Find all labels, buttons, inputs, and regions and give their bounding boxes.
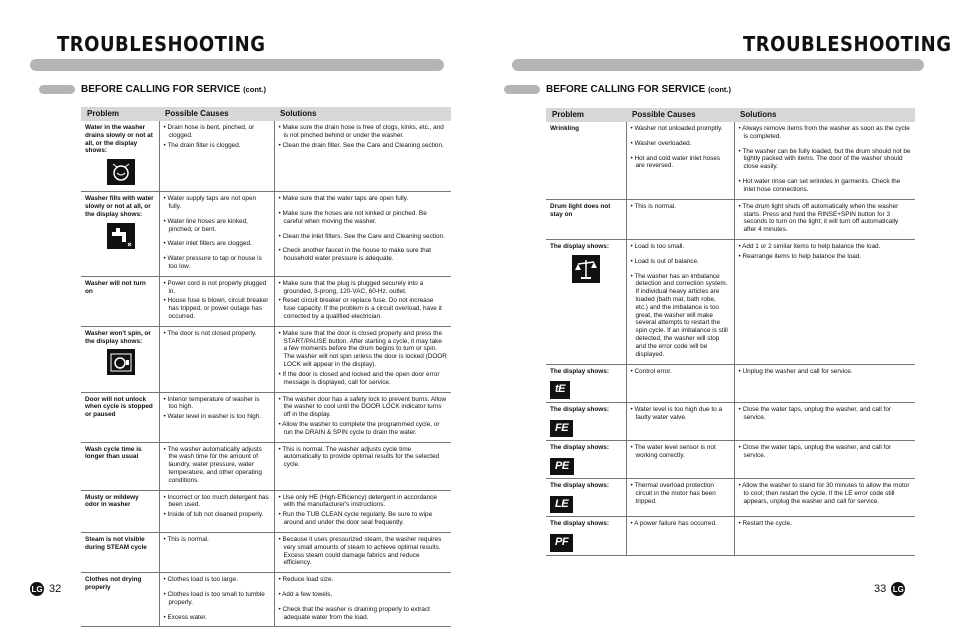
table-row	[81, 192, 451, 277]
cause-item: • Clothes load is too small to tumble properly.	[163, 590, 265, 606]
solutions-cell	[274, 573, 451, 627]
causes-cell	[626, 364, 734, 402]
cause-item: • House fuse is blown, circuit breaker has tripped, or power outage has occurred.	[163, 297, 269, 320]
solution-item: • Because it uses pressurized steam, the washer requires very small amounts of steam to achieve optimal results. Excess steam could damage fabrics and reduce efficiency.	[278, 535, 442, 567]
solutions-cell	[734, 517, 915, 555]
problem-text: The display shows:	[550, 443, 609, 451]
solution-item: • Make sure the drain hose is free of clogs, kinks, etc., and is not pinched behind or under the washer.	[278, 124, 444, 139]
drain-display-icon	[85, 159, 135, 188]
cause-item: • Water inlet filters are clogged.	[163, 240, 252, 248]
causes-cell	[159, 490, 274, 532]
cause-item: • Hot and cold water inlet hoses are reversed.	[630, 154, 721, 170]
problem-cell	[546, 479, 626, 517]
causes-cell	[159, 121, 274, 192]
problem-text: Door will not unlock when cycle is stopped or paused	[85, 395, 153, 419]
solutions-cell	[274, 276, 451, 326]
solutions-cell	[274, 192, 451, 277]
cause-item: • Inside of tub not cleaned properly.	[163, 511, 264, 519]
problem-text: The display shows:	[550, 367, 609, 375]
problem-cell	[546, 517, 626, 555]
solutions-cell	[274, 490, 451, 532]
table-row	[81, 276, 451, 326]
solutions-cell	[734, 440, 915, 478]
section-pill	[39, 85, 75, 94]
page-number	[30, 582, 61, 596]
problem-cell	[546, 402, 626, 440]
table-row	[81, 532, 451, 572]
solution-item: • Allow the washer to stand for 30 minutes to allow the motor to cool; then restart the cycle. If the LE error code still appears, unplug the washer and call for service.	[738, 482, 910, 505]
causes-cell	[159, 192, 274, 277]
page-title: TROUBLESHOOTING	[743, 32, 952, 57]
title-underline-bar	[512, 59, 924, 71]
solutions-cell	[274, 326, 451, 392]
problem-text: Steam is not visible during STEAM cycle	[85, 535, 147, 551]
cause-item: • Incorrect or too much detergent has been used.	[163, 493, 269, 509]
causes-cell	[626, 122, 734, 199]
solution-item: • Make sure the hoses are not kinked or pinched. Be careful when moving the washer.	[278, 209, 427, 225]
solution-item: • Make sure that the water taps are open fully.	[278, 195, 409, 203]
causes-cell	[159, 276, 274, 326]
table-row	[81, 442, 451, 490]
solution-item: • The drum light shuts off automatically when the washer starts. Press and hold the RINSE+SPIN button for 3 seconds to turn on the light; it will turn off automatically after 4 minutes.	[738, 202, 899, 234]
solutions-cell	[274, 532, 451, 572]
cause-item: • The washer automatically adjusts the wash time for the amount of laundry, water pressure, water temperature, and other operating conditions.	[163, 445, 262, 484]
problem-text: Water in the washer drains slowly or not at all, or the display shows:	[85, 124, 153, 155]
solution-item: • If the door is closed and locked and the open door error message is displayed, call for service.	[278, 370, 440, 386]
problem-cell	[546, 122, 626, 199]
causes-cell	[159, 532, 274, 572]
problem-cell	[81, 392, 159, 442]
header-solutions: Solutions	[734, 108, 915, 122]
cause-item: • Control error.	[630, 367, 672, 375]
solutions-cell	[734, 402, 915, 440]
table-row	[546, 479, 915, 517]
solution-item: • The washer can be fully loaded, but the drum should not be tightly packed with items. The door of the washer should close easily.	[738, 147, 911, 171]
causes-cell	[159, 392, 274, 442]
left-page	[0, 0, 477, 625]
cause-item: • Washer not unloaded promptly.	[630, 125, 723, 132]
page-number-text: 33	[874, 583, 887, 595]
page-title: TROUBLESHOOTING	[57, 32, 266, 57]
solution-item: • Check another faucet in the house to make sure that household water pressure is adequate.	[278, 247, 432, 263]
table-row	[546, 122, 915, 199]
cause-item: • Water supply taps are not open fully.	[163, 195, 257, 210]
causes-cell	[626, 239, 734, 364]
troubleshooting-table-right	[546, 108, 915, 556]
causes-cell	[626, 402, 734, 440]
problem-text: The display shows:	[550, 242, 609, 250]
page-number-text: 32	[49, 583, 62, 595]
solution-item: • Add a few towels.	[278, 590, 333, 598]
header-causes: Possible Causes	[626, 108, 734, 122]
solutions-cell	[734, 199, 915, 239]
problem-cell	[81, 326, 159, 392]
error-code-badge: FE	[550, 420, 573, 437]
problem-cell	[546, 440, 626, 478]
solution-item: • Use only HE (High-Efficiency) detergent in accordance with the manufacturer's instructions.	[278, 493, 437, 509]
cause-item: • Load is out of balance.	[630, 257, 699, 265]
cause-item: • The door is not closed properly.	[163, 329, 257, 337]
causes-cell	[159, 326, 274, 392]
solution-item: • Run the TUB CLEAN cycle regularly. Be sure to wipe around and under the door seal frequently.	[278, 511, 433, 527]
solution-item: • Make sure that the door is closed properly and press the START/PAUSE button. After starting a cycle, it may take a few moments before the drum begins to turn or spin. The washer will not spin unless the door is locked (DOOR LOCK will appear in the display).	[278, 329, 447, 369]
problem-cell	[81, 276, 159, 326]
door-display-icon	[85, 349, 135, 378]
cause-item: • Washer overloaded.	[630, 139, 692, 147]
problem-text: The display shows:	[550, 482, 609, 490]
solution-item: • This is normal. The washer adjusts cycle time automatically to provide optimal results for the selected cycle.	[278, 445, 440, 469]
section-cont: (cont.)	[708, 85, 731, 94]
page-number	[874, 582, 905, 596]
problem-text: Wash cycle time is longer than usual	[85, 445, 142, 461]
header-problem: Problem	[546, 108, 626, 122]
table-row	[546, 517, 915, 555]
problem-cell	[546, 364, 626, 402]
solution-item: • Reset circuit breaker or replace fuse. Do not increase fuse capacity. If the problem is a circuit overload, have it corrected by a qualified electrician.	[278, 297, 442, 320]
problem-text: The display shows:	[550, 405, 609, 413]
title-underline-bar	[30, 59, 444, 71]
table-row	[546, 364, 915, 402]
cause-item: • This is normal.	[630, 202, 676, 210]
table-row	[81, 392, 451, 442]
solutions-cell	[734, 364, 915, 402]
unbalance-scale-icon	[550, 255, 600, 286]
cause-item: • Water line hoses are kinked, pinched, or bent.	[163, 217, 248, 233]
problem-text: Wrinkling	[550, 125, 579, 132]
solutions-cell	[734, 122, 915, 199]
problem-text: Drum light does not stay on	[550, 202, 611, 218]
cause-item: • The water level sensor is not working correctly.	[630, 443, 716, 459]
lg-logo-icon: LG	[30, 582, 44, 596]
problem-text: Musty or mildewy odor in washer	[85, 493, 139, 509]
table-row	[546, 239, 915, 364]
solution-item: • Check that the washer is draining properly to extract adequate water from the load.	[278, 605, 430, 621]
table-row	[546, 402, 915, 440]
problem-cell	[81, 490, 159, 532]
problem-text: Clothes not drying properly	[85, 576, 142, 591]
solutions-cell	[274, 392, 451, 442]
solution-item: • Always remove items from the washer as soon as the cycle is completed.	[738, 125, 910, 140]
cause-item: • Thermal overload protection circuit in the motor has been tripped.	[630, 482, 716, 505]
solutions-cell	[734, 479, 915, 517]
solutions-cell	[734, 239, 915, 364]
error-code-badge: PF	[550, 534, 573, 551]
lg-logo-icon: LG	[891, 582, 905, 596]
solution-item: • Close the water taps, unplug the washer, and call for service.	[738, 443, 892, 459]
solution-item: • Clean the inlet filters. See the Care and Cleaning section.	[278, 232, 445, 240]
problem-cell	[81, 573, 159, 627]
cause-item: • Water level is too high due to a faulty water valve.	[630, 405, 723, 421]
solution-item: • Clean the drain filter. See the Care and Cleaning section.	[278, 141, 444, 149]
table-row	[546, 199, 915, 239]
table-row	[81, 573, 451, 627]
problem-cell	[81, 192, 159, 277]
section-cont: (cont.)	[243, 85, 266, 94]
error-code-badge: tE	[550, 381, 570, 398]
cause-item: • Drain hose is bent, pinched, or clogged.	[163, 124, 255, 139]
solution-item: • The washer door has a safety lock to prevent burns. Allow the washer to cool until the DOOR LOCK indicator turns off in the display.	[278, 395, 447, 419]
problem-cell	[546, 239, 626, 364]
section-pill	[504, 85, 540, 94]
table-row	[81, 121, 451, 192]
header-problem: Problem	[81, 107, 159, 121]
causes-cell	[626, 517, 734, 555]
causes-cell	[626, 479, 734, 517]
troubleshooting-table-left	[81, 107, 451, 627]
table-row	[81, 326, 451, 392]
right-page	[477, 0, 954, 625]
solution-item: • Allow the washer to complete the programmed cycle, or run the DRAIN & SPIN cycle to drain the water.	[278, 420, 440, 436]
cause-item: • Excess water.	[163, 613, 207, 621]
solution-item: • Restart the cycle.	[738, 520, 792, 528]
cause-item: • The washer has an imbalance detection and correction system. If individual heavy articles are loaded (bath mat, bath robe, etc.) and the imbalance is too great, the washer will make several attempts to restart the spin cycle. If an imbalance is still detected, the washer will stop and the error code will be displayed.	[630, 272, 728, 358]
problem-text: The display shows:	[550, 520, 609, 528]
header-solutions: Solutions	[274, 107, 451, 121]
cause-item: • Water level in washer is too high.	[163, 413, 262, 421]
cause-item: • A power failure has occurred.	[630, 520, 717, 528]
problem-cell	[81, 442, 159, 490]
causes-cell	[626, 199, 734, 239]
table-row	[81, 490, 451, 532]
cause-item: • Interior temperature of washer is too high.	[163, 395, 260, 411]
causes-cell	[159, 573, 274, 627]
cause-item: • This is normal.	[163, 535, 209, 543]
solution-item: • Unplug the washer and call for service.	[738, 367, 853, 375]
cause-item: • Water pressure to tap or house is too low.	[163, 255, 262, 270]
header-causes: Possible Causes	[159, 107, 274, 121]
problem-cell	[546, 199, 626, 239]
cause-item: • Clothes load is too large.	[163, 576, 238, 584]
section-header	[39, 84, 266, 95]
problem-text: Washer will not turn on	[85, 279, 146, 295]
table-row	[546, 440, 915, 478]
error-code-badge: PE	[550, 458, 574, 475]
solution-item: • Make sure that the plug is plugged securely into a grounded, 3-prong, 120-VAC, 60-Hz. outlet.	[278, 279, 424, 295]
error-code-badge: LE	[550, 496, 573, 513]
cause-item: • Power cord is not properly plugged in.	[163, 279, 267, 295]
causes-cell	[159, 442, 274, 490]
cause-item: • The drain filter is clogged.	[163, 141, 241, 149]
solution-item: • Reduce load size.	[278, 576, 334, 584]
causes-cell	[626, 440, 734, 478]
water-tap-display-icon	[85, 223, 135, 252]
solutions-cell	[274, 442, 451, 490]
cause-item: • Load is too small.	[630, 242, 685, 250]
solution-item: • Rearrange items to help balance the load.	[738, 252, 862, 260]
solution-item: • Hot water rinse can set wrinkles in garments. Check the inlet hose connections.	[738, 178, 901, 193]
section-title: BEFORE CALLING FOR SERVICE	[546, 84, 706, 95]
problem-text: Washer fills with water slowly or not at all, or the display shows:	[85, 195, 154, 218]
problem-cell	[81, 532, 159, 572]
problem-text: Washer won't spin, or the display shows:	[85, 329, 151, 345]
section-header	[504, 84, 731, 95]
solution-item: • Add 1 or 2 similar items to help balance the load.	[738, 242, 881, 250]
problem-cell	[81, 121, 159, 192]
solutions-cell	[274, 121, 451, 192]
solution-item: • Close the water taps, unplug the washer, and call for service.	[738, 405, 892, 421]
section-title: BEFORE CALLING FOR SERVICE	[81, 84, 241, 95]
